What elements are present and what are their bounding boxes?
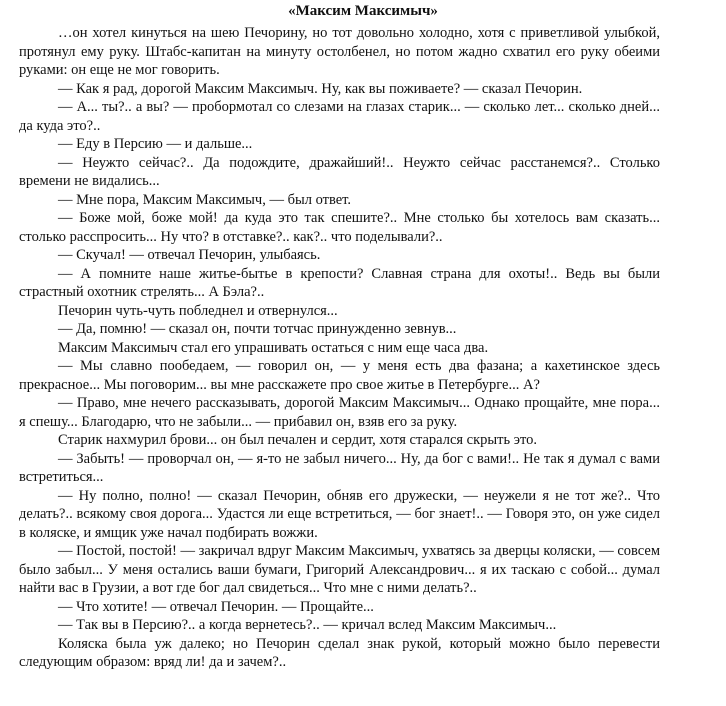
paragraph: Максим Максимыч стал его упрашивать остаться с ним еще часа два. [58, 339, 489, 356]
paragraph: Коляска была уж далеко; но Печорин сделал знак рукой, который можно было перевести следующим образом: вряд ли! да и зачем?.. [19, 635, 660, 670]
paragraph: Старик нахмурил брови... он был печален и сердит, хотя старался скрыть это. [58, 432, 537, 448]
paragraph: — Постой, постой! — закричал вдруг Максим Максимыч, ухватясь за дверцы коляски, — совсем было забыл... У меня остались ваши бумаги, Григорий Александрович... я их таскаю с собой... думал найти вас в Грузии, а вот где бог дал свидеться... Что мне с ними делать?.. [19, 543, 660, 596]
paragraph: …он хотел кинуться на шею Печорину, но тот довольно холодно, хотя с приветливой улыбкой, протянул ему руку. Штабс-капитан на минуту остолбенел, но потом жадно схватил его руку обеими руками: он еще не мог говорить. [19, 25, 660, 78]
paragraph: — А помните наше житье-бытье в крепости? Славная страна для охоты!.. Ведь вы были страстный охотник стрелять... А Бэла?.. [19, 265, 660, 300]
paragraph: — Так вы в Персию?.. а когда вернетесь?.. — кричал вслед Максим Максимыч... [58, 617, 557, 633]
paragraph: — Забыть! — проворчал он, — я-то не забыл ничего... Ну, да бог с вами!.. Не так я думал с вами встретиться... [19, 450, 660, 485]
paragraph: — Как я рад, дорогой Максим Максимыч. Ну, как вы поживаете? — сказал Печорин. [58, 80, 583, 97]
document-title: «Максим Максимыч» [288, 3, 438, 19]
paragraph: — Что хотите! — отвечал Печорин. — Прощайте... [58, 598, 374, 615]
paragraph: Печорин чуть-чуть побледнел и отвернулся... [58, 302, 338, 319]
paragraph: — Да, помню! — сказал он, почти тотчас принужденно зевнув... [58, 321, 457, 337]
paragraph: — Скучал! — отвечал Печорин, улыбаясь. [58, 247, 321, 263]
document-body [19, 24, 660, 672]
paragraph: — Боже мой, боже мой! да куда это так спешите?.. Мне столько бы хотелось вам сказать... столько расспросить... Ну что? в отставке?.. как?.. что поделывали?.. [19, 210, 660, 245]
paragraph: — Еду в Персию — и дальше... [58, 136, 253, 152]
paragraph: — Мы славно пообедаем, — говорил он, — у меня есть два фазана; а кахетинское здесь прекрасное... Мы поговорим... вы мне расскажете про свое житье в Петербурге... А? [19, 358, 660, 393]
paragraph: — Ну полно, полно! — сказал Печорин, обняв его дружески, — неужели я не тот же?.. Что делать?.. всякому своя дорога... Удастся ли еще встретиться, — бог знает!.. — Говоря это, он уже сидел в коляске, и ямщик уже начал подбирать вожжи. [19, 487, 660, 541]
paragraph: — А... ты?.. а вы? — пробормотал со слезами на глазах старик... — сколько лет... сколько дней... да куда это?.. [19, 99, 660, 134]
paragraph: — Неужто сейчас?.. Да подождите, дражайший!.. Неужто сейчас расстанемся?.. Столько времени не видались... [19, 154, 660, 189]
paragraph: — Мне пора, Максим Максимыч, — был ответ. [58, 191, 352, 208]
paragraph: — Право, мне нечего рассказывать, дорогой Максим Максимыч... Однако прощайте, мне пора... я спешу... Благодарю, что не забыли... — прибавил он, взяв его за руку. [19, 395, 660, 430]
